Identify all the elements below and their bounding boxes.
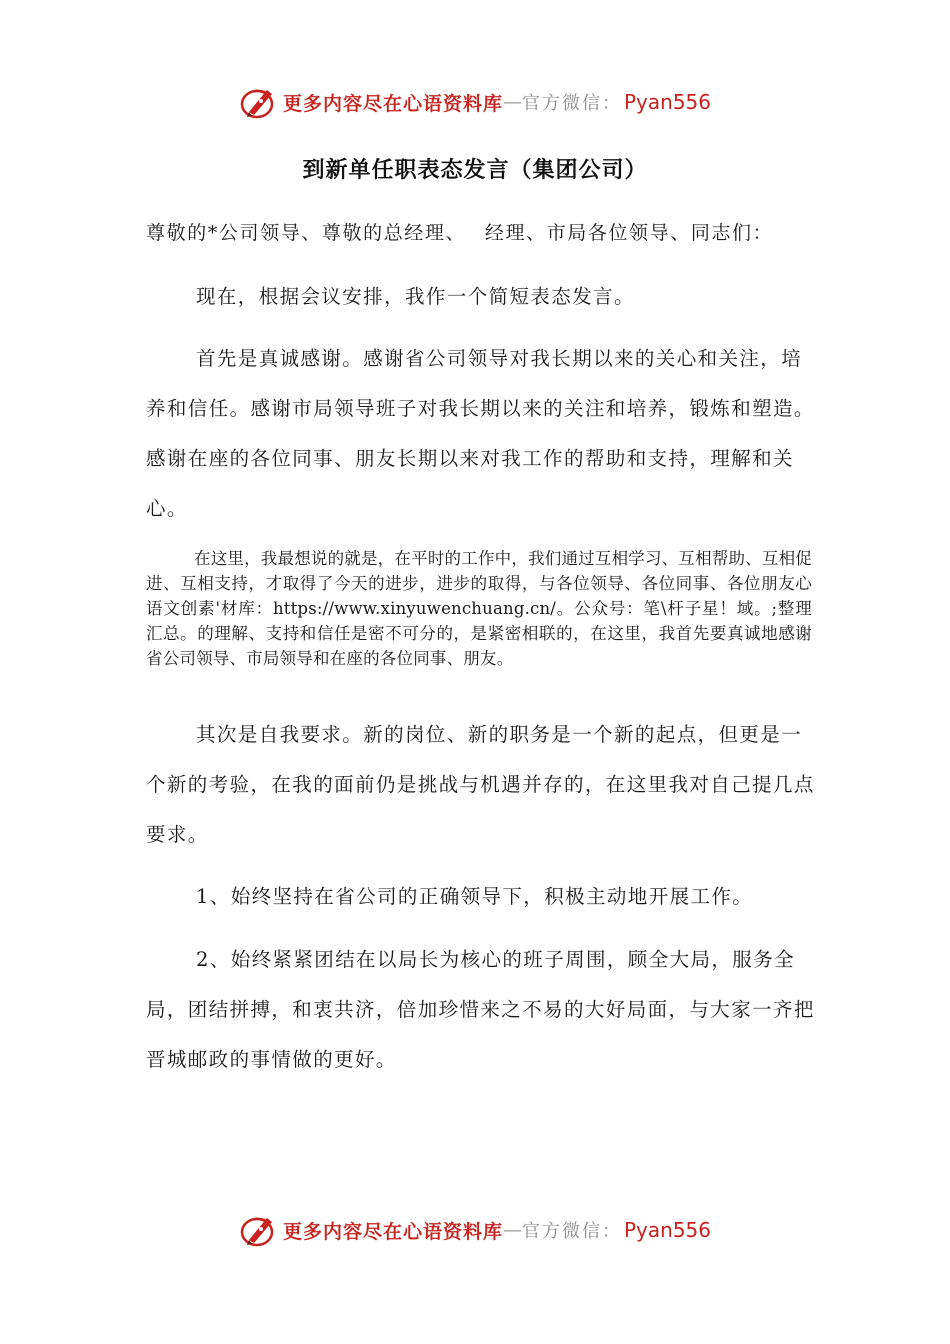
banner-wechat-label: 官方微信：	[522, 1221, 622, 1242]
banner-brand-text: 更多内容尽在心语资料库	[282, 92, 503, 115]
banner-wechat-label: 官方微信：	[522, 93, 622, 114]
footer-banner	[0, 1208, 950, 1252]
paragraph-point-1: 1、始终坚持在省公司的正确领导下，积极主动地开展工作。	[196, 885, 754, 908]
banner-wechat-id: Pyan556	[624, 90, 712, 114]
paragraph-self-requirements: 其次是自我要求。新的岗位、新的职务是一个新的起点，但更是一个新的考验，在我的面前仍是挑战与机遇并存的，在这里我对自己提几点要求。	[146, 723, 815, 846]
header-banner	[0, 80, 950, 124]
salutation: 尊敬的*公司领导、尊敬的总经理、 经理、市局各位领导、同志们：	[146, 222, 774, 244]
banner-brand-text: 更多内容尽在心语资料库	[282, 1220, 503, 1243]
banner-separator: —	[503, 1219, 522, 1241]
pen-nib-logo-icon	[239, 82, 279, 122]
document-title: 到新单任职表态发言（集团公司）	[302, 158, 648, 183]
paragraph-point-2: 2、始终紧紧团结在以局长为核心的班子周围，顾全大局，服务全局，团结拼搏，和衷共济，倍加珍惜来之不易的大好局面，与大家一齐把晋城邮政的事情做的更好。	[146, 948, 815, 1071]
banner-wechat-id: Pyan556	[624, 1218, 712, 1242]
paragraph-gratitude-detail: 在这里，我最想说的就是，在平时的工作中，我们通过互相学习、互相帮助、互相促进、互相支持，才取得了今天的进步，进步的取得，与各位领导、各位同事、各位朋友心语文创素'材库：https://www.xinyuwenchuang.cn/。公众号：笔\杆子星！域。;整理汇总。的理解、支持和信任是密不可分的，是紧密相联的，在这里，我首先要真诚地感谢省公司领导、市局领导和在座的各位同事、朋友。	[146, 549, 812, 668]
paragraph-thanks: 首先是真诚感谢。感谢省公司领导对我长期以来的关心和关注，培养和信任。感谢市局领导班子对我长期以来的关注和培养，锻炼和塑造。感谢在座的各位同事、朋友长期以来对我工作的帮助和支持，理解和关心。	[146, 347, 815, 520]
banner-separator: —	[503, 91, 522, 113]
pen-nib-logo-icon	[239, 1210, 279, 1250]
paragraph-intro: 现在，根据会议安排，我作一个简短表态发言。	[196, 285, 635, 308]
